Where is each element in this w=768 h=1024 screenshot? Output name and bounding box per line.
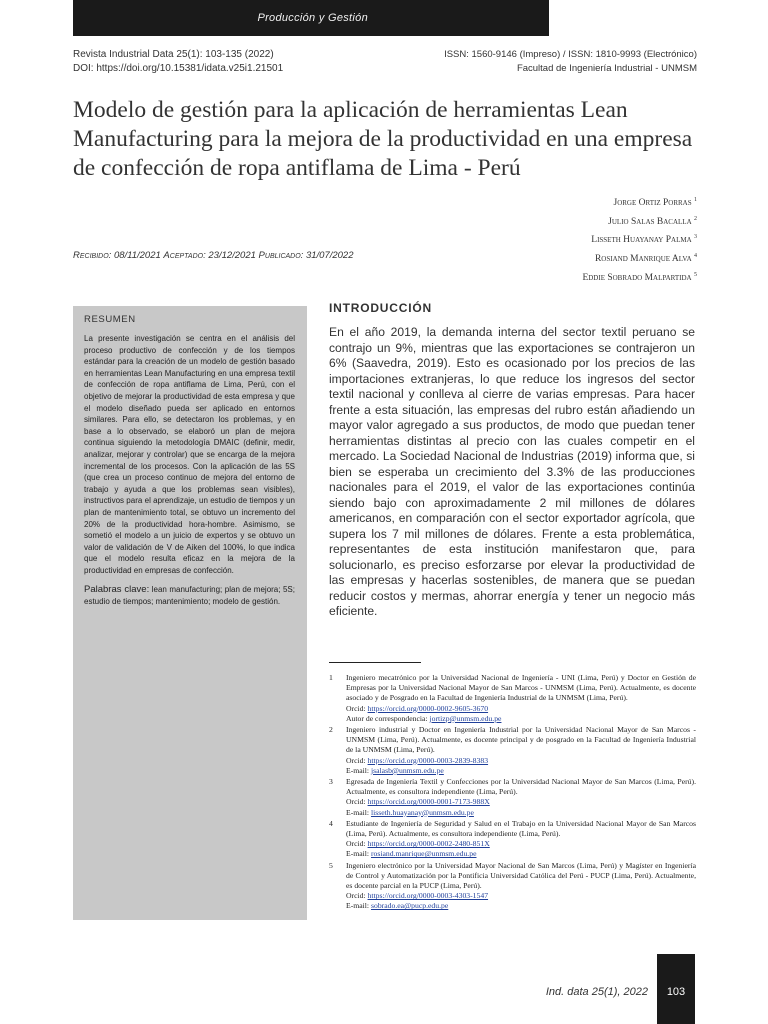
received-date: 08/11/2021	[113, 250, 161, 261]
footnote-orcid	[346, 756, 696, 766]
citation: Revista Industrial Data 25(1): 103-135 (2022)	[73, 49, 274, 60]
footnote-number: 4	[329, 818, 333, 828]
author-name: Rosiand Manrique Alva	[594, 254, 692, 265]
footnote	[329, 819, 696, 860]
footnote-text: Ingeniero industrial y Doctor en Ingeniería Industrial por la Universidad Nacional Mayor de San Marcos - UNMSM (Lima, Perú). Actualmente, es docente principal y de posgrado en la Facultad de Ingeniería Industrial de la UNMSM (Lima, Perú).	[346, 725, 696, 755]
introduction-heading: INTRODUCCIÓN	[329, 301, 432, 315]
footnote-number: 3	[329, 777, 333, 787]
footnote-email	[346, 901, 696, 911]
issn-block	[444, 48, 697, 76]
orcid-label: Orcid:	[346, 797, 366, 807]
footnote-number: 1	[329, 673, 333, 682]
email-label: Autor de correspondencia:	[346, 713, 428, 723]
author	[582, 230, 697, 249]
footnote	[329, 725, 696, 776]
orcid-label: Orcid:	[346, 755, 366, 765]
orcid-link[interactable]: https://orcid.org/0000-0003-2839-8383	[367, 755, 489, 765]
issn: ISSN: 1560-9146 (Impreso) / ISSN: 1810-9993 (Electrónico)	[444, 49, 697, 60]
footnote-email	[346, 808, 696, 818]
accepted-label: Aceptado:	[163, 250, 206, 261]
author-name: Jorge Ortiz Porras	[613, 198, 692, 209]
journal-footer: Ind. data 25(1), 2022	[545, 986, 648, 998]
footnote-orcid	[346, 891, 696, 901]
email-link[interactable]: rosiand.manrique@unmsm.edu.pe	[370, 849, 477, 859]
footnote	[329, 777, 696, 818]
published-date: 31/07/2022	[305, 250, 354, 261]
email-label: E-mail:	[346, 807, 370, 817]
page-number: 103	[666, 986, 686, 998]
footnote-text: Egresada de Ingeniería Textil y Confecciones por la Universidad Nacional Mayor de San Marcos (Lima, Perú). Actualmente, es consultora independiente (Lima, Perú).	[346, 777, 696, 797]
author	[582, 193, 697, 212]
footnotes	[329, 673, 696, 913]
section-banner	[73, 0, 549, 36]
published-label: Publicado:	[258, 250, 304, 261]
citation-block	[73, 48, 283, 76]
author-sup: 5	[694, 271, 697, 278]
doi-link[interactable]: 10.15381/idata.v25i1.21501	[159, 63, 284, 74]
footnote-email	[346, 714, 696, 724]
orcid-link[interactable]: https://orcid.org/0000-0002-2480-851X	[367, 839, 490, 849]
author	[582, 212, 697, 231]
author-name: Julio Salas Bacalla	[608, 216, 692, 227]
footnote-text: Ingeniero mecatrónico por la Universidad Nacional de Ingeniería - UNI (Lima, Perú) y Doctor en Gestión de Empresas por la Universidad Nacional Mayor de San Marcos - UNMSM (Lima, Perú). Actualmente, es docente asociado y de Posgrado en la Facultad de Ingeniería Industrial de la UNMSM (Lima, Perú).	[346, 673, 696, 703]
orcid-label: Orcid:	[346, 891, 366, 901]
footnote-text: Ingeniero electrónico por la Universidad Mayor Nacional de San Marcos (Lima, Perú) y Magíster en Ingeniería de Control y Automatización por la Pontificia Universidad Católica del Perú - PUCP (Lima, Perú). Actualmente, es docente parcial en la PUCP (Lima, Perú).	[346, 860, 696, 891]
footnote-number: 5	[329, 860, 333, 870]
email-link[interactable]: lisseth.huayanay@unmsm.edu.pe	[370, 807, 474, 817]
author	[582, 268, 697, 287]
orcid-label: Orcid:	[346, 703, 366, 713]
footnote-rule	[329, 662, 421, 663]
orcid-label: Orcid:	[346, 839, 366, 849]
orcid-link[interactable]: https://orcid.org/0000-0001-7173-988X	[367, 797, 490, 807]
footnote-text: Estudiante de Ingeniería de Seguridad y Salud en el Trabajo en la Universidad Nacional Mayor de San Marcos (Lima, Perú). Actualmente, es consultora independiente (Lima, Perú).	[346, 818, 696, 839]
introduction-text: En el año 2019, la demanda interna del sector textil peruano se contrajo un 9%, mientras que las exportaciones se contrajeron un 6% (Saavedra, 2019). Esto es ocasionado por los precios de las importaciones extranjeras, lo que reduce los ingresos del sector textil nacional y conlleva al cierre de varias empresas. Para hacer frente a esta situación, las empresas del rubro están añadiendo un mayor valor agregado a sus productos, de modo que puedan tener herramientas distintas al precio con las cuales competir en el mercado. La Sociedad Nacional de Industrias (2019) informa que, si bien se esperaba un crecimiento del 3.3% de las producciones nacionales para el 2019, el valor de las exportaciones continúa siendo bajo con aproximadamente 2 mil millones de dólares americanos, en comparación con el sector exportador agrícola, que supera los 7 mil millones de dólares. Frente a esta problemática, representantes de esta institución manifestaron que, para solucionarlo, es preciso esforzarse por elevar la productividad de las empresas y hacerlas sostenibles, de manera que se puedan reducir costos y mermas, ahorrar energía y tener un negocio más eficiente.	[329, 325, 695, 618]
abstract-box	[73, 306, 307, 920]
author-sup: 3	[694, 234, 697, 241]
author-sup: 4	[694, 252, 697, 259]
abstract-text: La presente investigación se centra en el análisis del proceso productivo de confección y de los tiempos estándar para la creación de un modelo de gestión basado en herramientas Lean Manufacturing en una empresa textil de confección de ropa antiflama de Lima, Perú, con el objetivo de mejorar la productividad de esta empresa y que el modelo diseñado pueda ser aplicado en entornos similares. Para ello, se detectaron los problemas, y en base a lo observado, se elaboró un plan de mejora continua siguiendo la metodología DMAIC (definir, medir, analizar, mejorar y controlar) que se encarga de la mejora incremental de los procesos. Con la aplicación de las 5S (que crea un proceso continuo de mejora del entorno de trabajo y ayuda a que los problemas sean visibles), instructivos para el aprendizaje, un estudio de tiempos y un plan de mantenimiento total, se obtuvo un incremento del 20% de la productividad hora-hombre. Asimismo, se sometió el modelo a un juicio de expertos y se obtuvo un valor de validación de V de Aiken del 100%, lo que indica que el modelo resulta eficaz en la mejora de la productividad en empresas de confección.	[84, 334, 295, 575]
footnote-number: 2	[329, 725, 333, 735]
doi-prefix: DOI: https://doi.org/	[73, 63, 160, 74]
author-list	[582, 193, 697, 286]
author	[582, 249, 697, 268]
publication-dates	[73, 250, 354, 261]
keywords	[84, 584, 295, 607]
author-name: Lisseth Huayanay Palma	[591, 235, 692, 246]
footnote	[329, 673, 696, 724]
keywords-label: Palabras clave:	[84, 584, 150, 596]
article-title: Modelo de gestión para la aplicación de herramientas Lean Manufacturing para la mejora de la productividad en una empresa de confección de ropa antiflama de Lima - Perú	[73, 97, 693, 181]
orcid-link[interactable]: https://orcid.org/0000-0003-4303-1547	[367, 891, 489, 901]
email-label: E-mail:	[346, 901, 370, 911]
doi	[73, 62, 283, 76]
footnote-orcid	[346, 704, 696, 714]
footnote-orcid	[346, 797, 696, 807]
author-sup: 2	[694, 215, 697, 222]
email-link[interactable]: sobrado.ea@pucp.edu.pe	[370, 901, 449, 911]
section-label: Producción y Gestión	[257, 12, 368, 24]
footnote-email	[346, 849, 696, 859]
footnote-orcid	[346, 839, 696, 849]
abstract-heading: RESUMEN	[84, 314, 136, 325]
accepted-date: 23/12/2021	[208, 250, 256, 261]
author-sup: 1	[694, 197, 697, 203]
email-link[interactable]: jsalasb@unmsm.edu.pe	[370, 765, 444, 775]
faculty: Facultad de Ingeniería Industrial - UNMSM	[516, 63, 697, 74]
author-name: Eddie Sobrado Malpartida	[582, 272, 692, 283]
email-label: E-mail:	[346, 765, 370, 775]
page-number-box	[657, 954, 695, 1024]
keywords-text: lean manufacturing; plan de mejora; 5S; estudio de tiempos; mantenimiento; modelo de gestión.	[84, 585, 295, 607]
orcid-link[interactable]: https://orcid.org/0000-0002-9605-3670	[367, 703, 489, 713]
footnote-email	[346, 766, 696, 776]
received-label: Recibido:	[73, 250, 112, 261]
email-link[interactable]: jortizp@unmsm.edu.pe	[429, 713, 502, 723]
footnote	[329, 861, 696, 912]
email-label: E-mail:	[346, 849, 370, 859]
